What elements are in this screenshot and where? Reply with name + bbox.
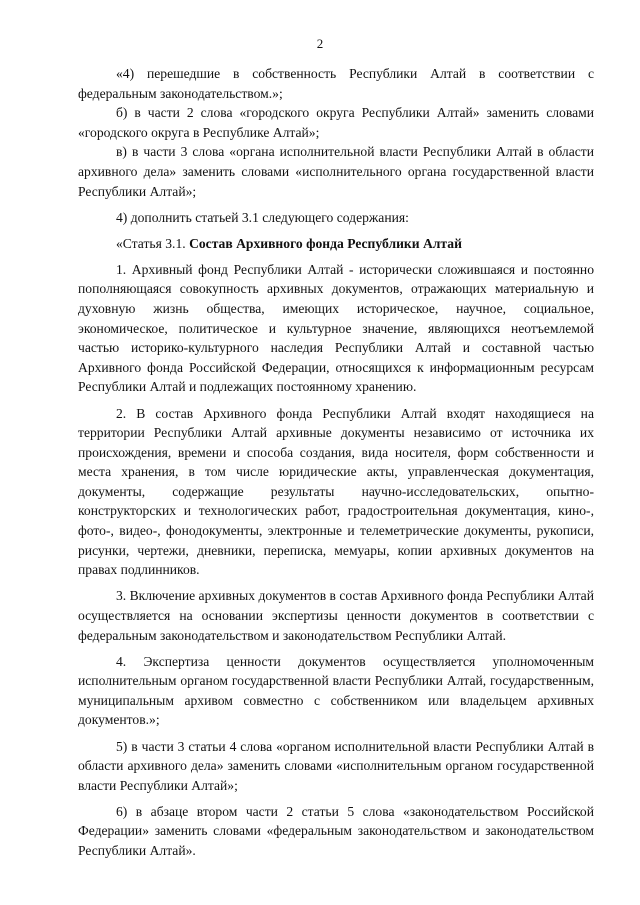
article-paragraph-4: 4. Экспертиза ценности документов осуществляется уполномоченным исполнительным органом государственной власти Республики Алтай, государственным, муниципальным архивом совместно с собственником или владельцем архивных документов.»; (78, 653, 594, 728)
paragraph-5: 5) в части 3 статьи 4 слова «органом исполнительной власти Республики Алтай в области архивного дела» заменить словами «исполнительным органом государственной власти Республики Алтай»; (78, 738, 594, 793)
article-heading (78, 234, 594, 254)
article-prefix: «Статья 3.1. (116, 235, 190, 251)
article-paragraph-2: 2. В состав Архивного фонда Республики Алтай входят находящиеся на территории Республики Алтай архивные документы независимо от источника их происхождения, времени и способа создания, вида носителя, форм собственности и места хранения, в том числе юридические акты, управленческая документация, документы, содержащие результаты научно-исследовательских, опытно-конструкторских и технологических работ, градостроительная документация, кино-, фото-, видео-, фонодокументы, электронные и телеметрические документы, рукописи, рисунки, чертежи, дневники, переписка, мемуары, копии архивных документов на правах подлинников. (78, 405, 594, 578)
article-paragraph-3: 3. Включение архивных документов в состав Архивного фонда Республики Алтай осуществляется на основании экспертизы ценности документов в соответствии с федеральным законодательством и законодательством Республики Алтай. (78, 588, 594, 643)
paragraph-v: в) в части 3 слова «органа исполнительной власти Республики Алтай в области архивного дела» заменить словами «исполнительного органа государственной власти Республики Алтай»; (78, 144, 594, 199)
article-title: Состав Архивного фонда Республики Алтай (189, 235, 462, 251)
document-body (78, 64, 594, 861)
paragraph-4-add-article: 4) дополнить статьей 3.1 следующего содержания: (116, 209, 409, 225)
page-number: 2 (316, 36, 324, 51)
paragraph-item-4-text: «4) перешедшие в собственность Республики Алтай в соответствии с федеральным законодательством.»; (78, 66, 594, 101)
article-paragraph-1: 1. Архивный фонд Республики Алтай - исторически сложившаяся и постоянно пополняющаяся совокупность архивных документов, отражающих материальную и духовную жизнь общества, имеющих историческое, научное, социальное, экономическое, политическое и культурное значение, являющихся неотъемлемой частью историко-культурного наследия Республики Алтай и составной частью Архивного фонда Российской Федерации, относящихся к информационным ресурсам Республики Алтай и подлежащих постоянному хранению. (78, 261, 594, 395)
paragraph-6: 6) в абзаце втором части 2 статьи 5 слова «законодательством Российской Федерации» заменить словами «федеральным законодательством и законодательством Республики Алтай». (78, 803, 594, 858)
paragraph-b: б) в части 2 слова «городского округа Республики Алтай» заменить словами «городского округа в Республике Алтай»; (78, 105, 594, 140)
